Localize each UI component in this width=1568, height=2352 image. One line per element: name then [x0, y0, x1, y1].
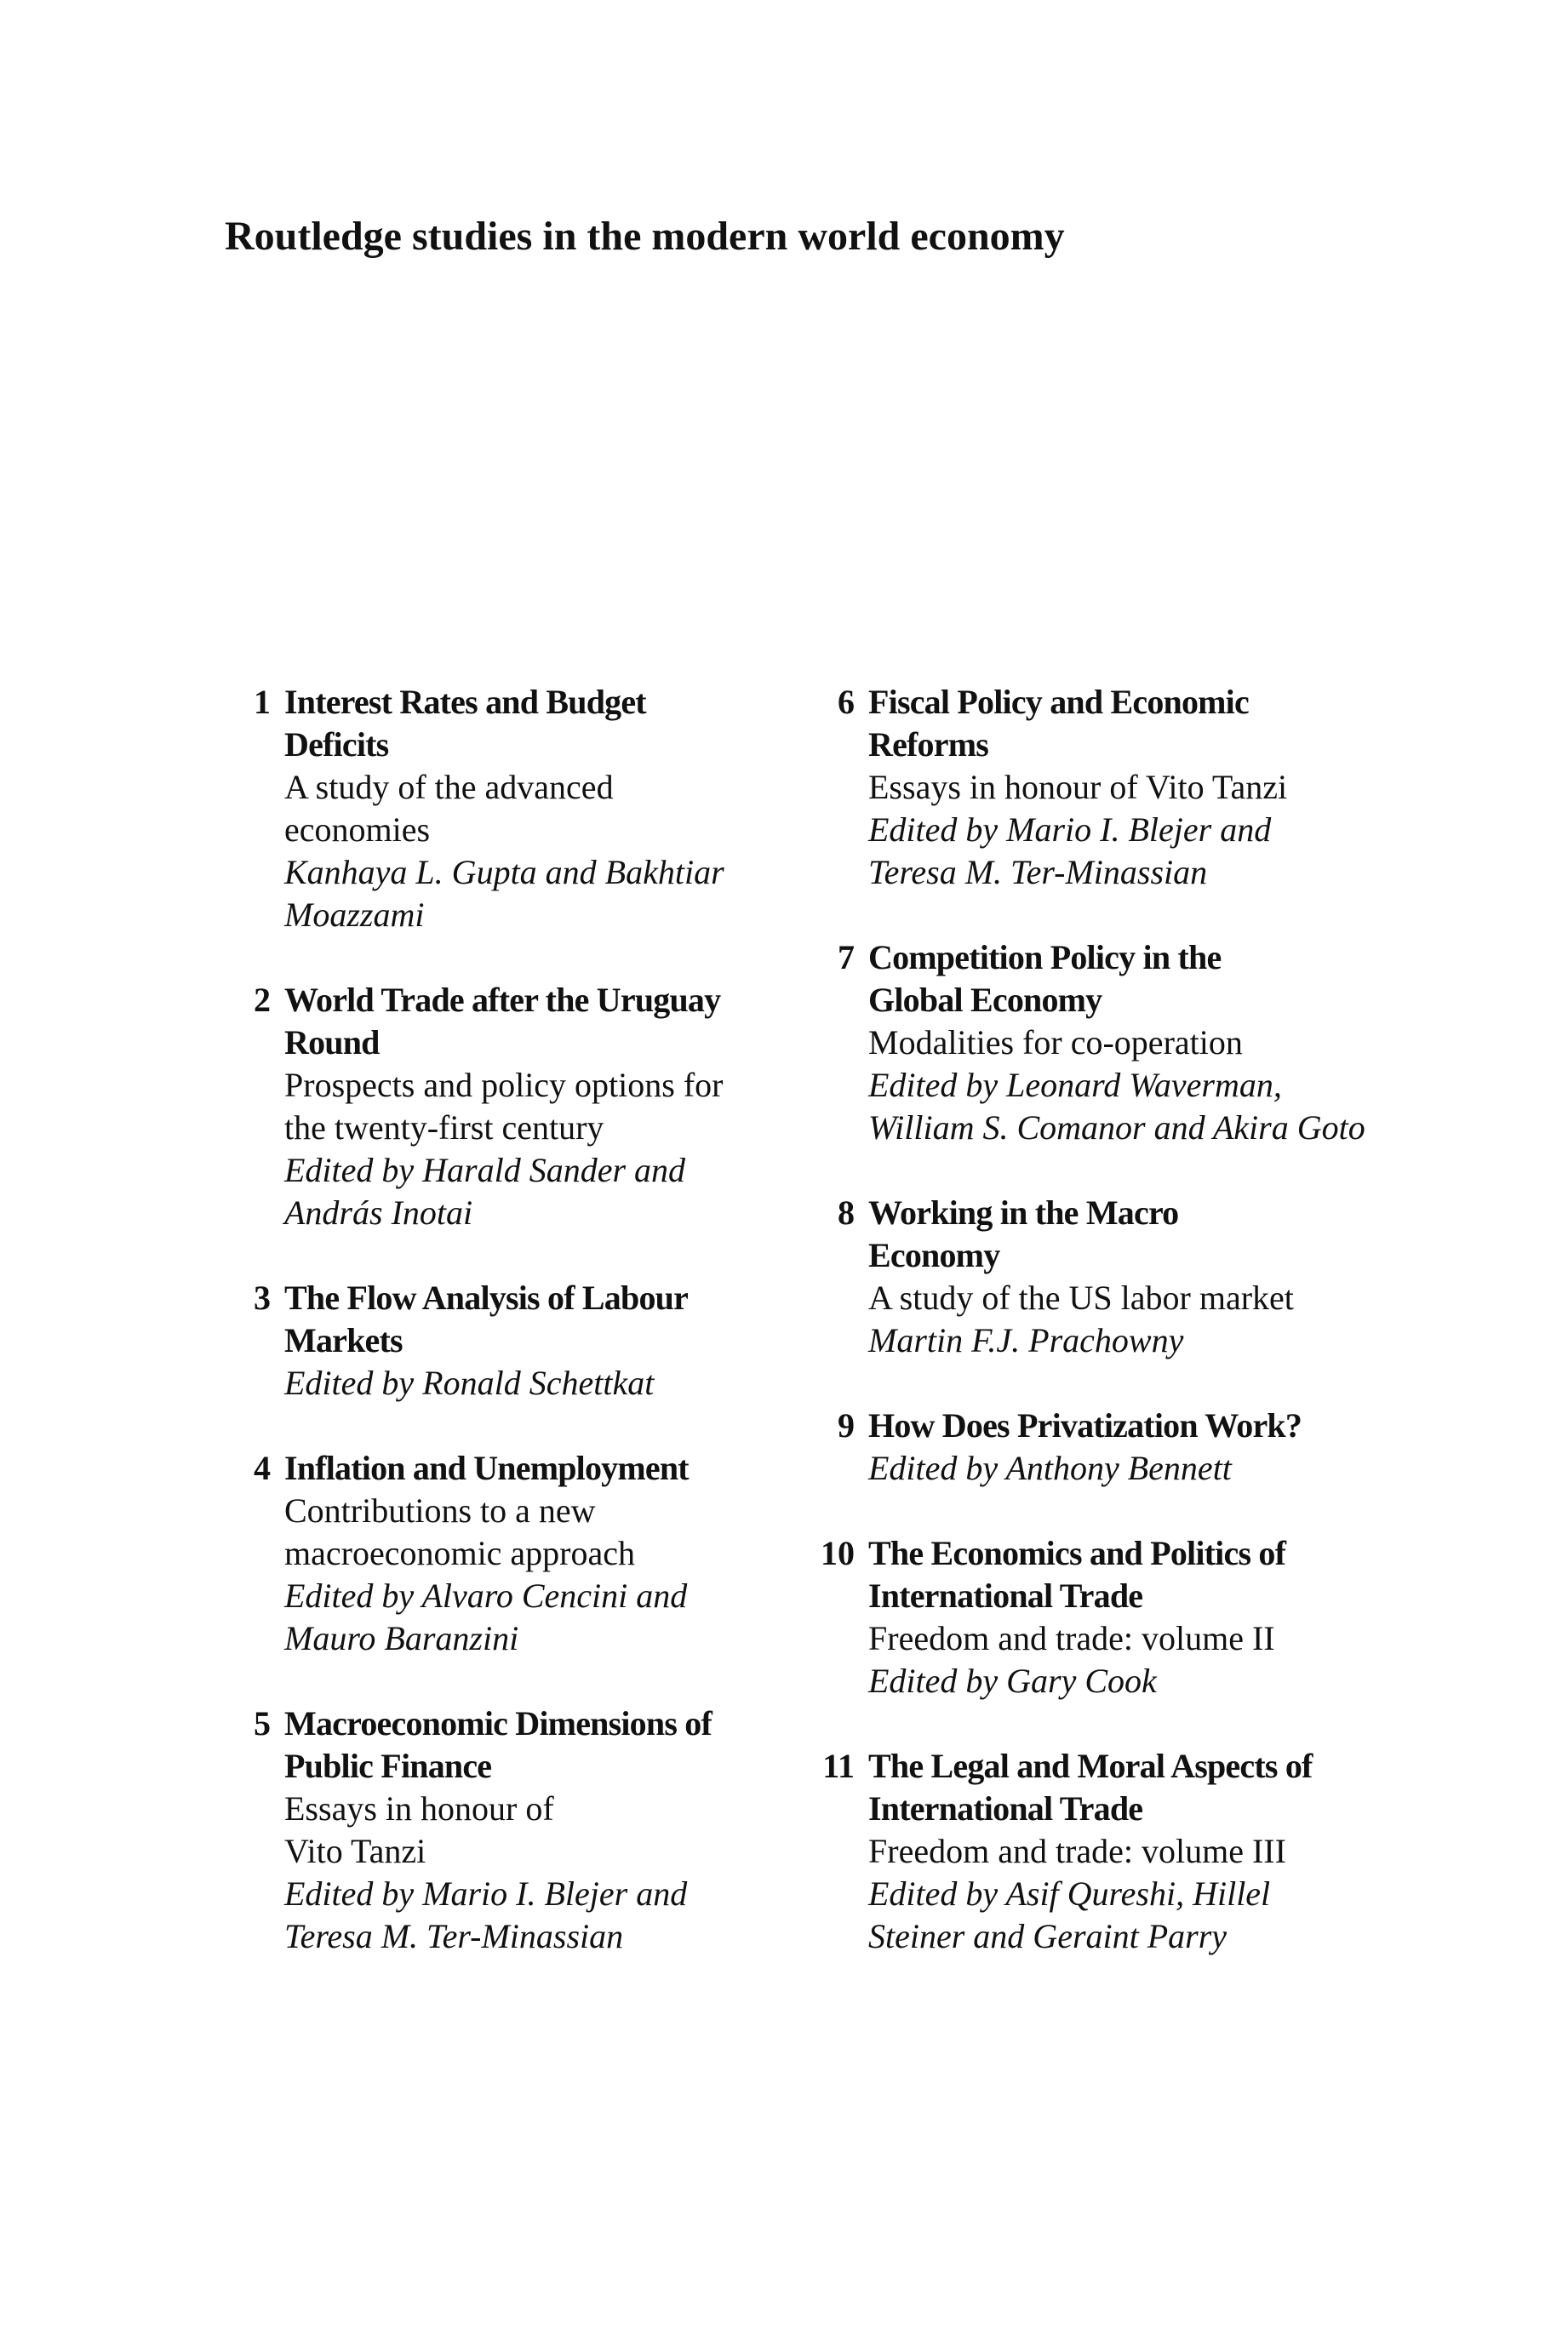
entry-author-line: Edited by Anthony Bennett: [868, 1449, 1232, 1487]
entry-author-line: Teresa M. Ter-Minassian: [284, 1917, 624, 1955]
series-entry-8: [809, 1192, 1456, 1362]
entry-number: 11: [822, 1747, 855, 1785]
entry-title-line: Inflation and Unemployment: [284, 1449, 689, 1487]
series-entry-10: [809, 1532, 1456, 1702]
entry-number: 4: [254, 1449, 271, 1487]
entry-title-line: The Legal and Moral Aspects of: [868, 1747, 1313, 1785]
series-entry-2: [225, 979, 838, 1234]
entry-author-line: Edited by Mario I. Blejer and: [284, 1874, 688, 1913]
entry-subtitle-line: Freedom and trade: volume II: [868, 1619, 1275, 1657]
entry-subtitle-line: Modalities for co-operation: [868, 1023, 1243, 1062]
series-title: Routledge studies in the modern world economy: [225, 214, 1065, 259]
entry-subtitle-line: A study of the US labor market: [868, 1279, 1294, 1317]
entry-subtitle-line: Freedom and trade: volume III: [868, 1832, 1286, 1870]
entry-title-line: Reforms: [868, 725, 989, 764]
entry-title-line: World Trade after the Uruguay: [284, 981, 721, 1019]
entry-subtitle-line: macroeconomic approach: [284, 1534, 636, 1572]
entry-subtitle-line: Vito Tanzi: [284, 1832, 426, 1870]
entry-title-line: Public Finance: [284, 1747, 492, 1785]
entry-number: 3: [254, 1279, 271, 1317]
entry-author-line: Edited by Alvaro Cencini and: [284, 1577, 688, 1615]
entry-number: 8: [838, 1193, 855, 1232]
series-list-left-column: [225, 681, 838, 2000]
entry-title-line: Interest Rates and Budget: [284, 683, 646, 721]
series-entry-11: [809, 1745, 1456, 1958]
entry-title-line: International Trade: [868, 1577, 1143, 1615]
entry-subtitle-line: economies: [284, 810, 431, 849]
entry-subtitle-line: Essays in honour of: [284, 1789, 554, 1828]
entry-title-line: How Does Privatization Work?: [868, 1406, 1302, 1445]
entry-number: 7: [838, 938, 855, 976]
entry-title-line: Macroeconomic Dimensions of: [284, 1704, 712, 1743]
entry-number: 1: [254, 683, 271, 721]
entry-title-line: Global Economy: [868, 981, 1102, 1019]
entry-author-line: Kanhaya L. Gupta and Bakhtiar: [284, 853, 724, 891]
entry-title-line: The Economics and Politics of: [868, 1534, 1286, 1572]
entry-title-line: The Flow Analysis of Labour: [284, 1279, 689, 1317]
entry-number: 5: [254, 1704, 271, 1743]
entry-author-line: Teresa M. Ter-Minassian: [868, 853, 1208, 891]
entry-title-line: Economy: [868, 1236, 1000, 1274]
entry-subtitle-line: Contributions to a new: [284, 1491, 596, 1530]
entry-author-line: Mauro Baranzini: [284, 1619, 519, 1657]
entry-number: 6: [838, 683, 855, 721]
entry-author-line: Edited by Leonard Waverman,: [868, 1066, 1282, 1104]
entry-author-line: Edited by Asif Qureshi, Hillel: [868, 1874, 1271, 1913]
entry-title-line: Markets: [284, 1321, 403, 1359]
entry-author-line: Steiner and Geraint Parry: [868, 1917, 1228, 1955]
entry-number: 10: [821, 1534, 855, 1572]
entry-subtitle-line: A study of the advanced: [284, 768, 614, 806]
entry-title-line: Competition Policy in the: [868, 938, 1222, 976]
entry-title-line: Round: [284, 1023, 380, 1062]
entry-author-line: Edited by Gary Cook: [868, 1662, 1157, 1700]
entry-author-line: Edited by Ronald Schettkat: [284, 1364, 655, 1402]
entry-author-line: Edited by Mario I. Blejer and: [868, 810, 1272, 849]
series-entry-7: [809, 936, 1456, 1149]
entry-number: 2: [254, 981, 271, 1019]
series-entry-9: [809, 1405, 1456, 1490]
entry-title-line: International Trade: [868, 1789, 1143, 1828]
series-entry-3: [225, 1277, 838, 1405]
entry-subtitle-line: the twenty-first century: [284, 1108, 604, 1147]
series-list-right-column: [809, 681, 1456, 2000]
entry-subtitle-line: Prospects and policy options for: [284, 1066, 724, 1104]
entry-author-line: William S. Comanor and Akira Goto: [868, 1108, 1365, 1147]
series-entry-5: [225, 1702, 838, 1958]
entry-author-line: Edited by Harald Sander and: [284, 1151, 686, 1189]
entry-title-line: Deficits: [284, 725, 389, 764]
entry-number: 9: [838, 1406, 855, 1445]
entry-title-line: Working in the Macro: [868, 1193, 1179, 1232]
entry-subtitle-line: Essays in honour of Vito Tanzi: [868, 768, 1288, 806]
series-entry-4: [225, 1447, 838, 1660]
series-entry-6: [809, 681, 1456, 894]
entry-title-line: Fiscal Policy and Economic: [868, 683, 1249, 721]
entry-author-line: Moazzami: [284, 896, 425, 934]
series-entry-1: [225, 681, 838, 936]
entry-author-line: Martin F.J. Prachowny: [868, 1321, 1184, 1359]
entry-author-line: András Inotai: [284, 1193, 473, 1232]
